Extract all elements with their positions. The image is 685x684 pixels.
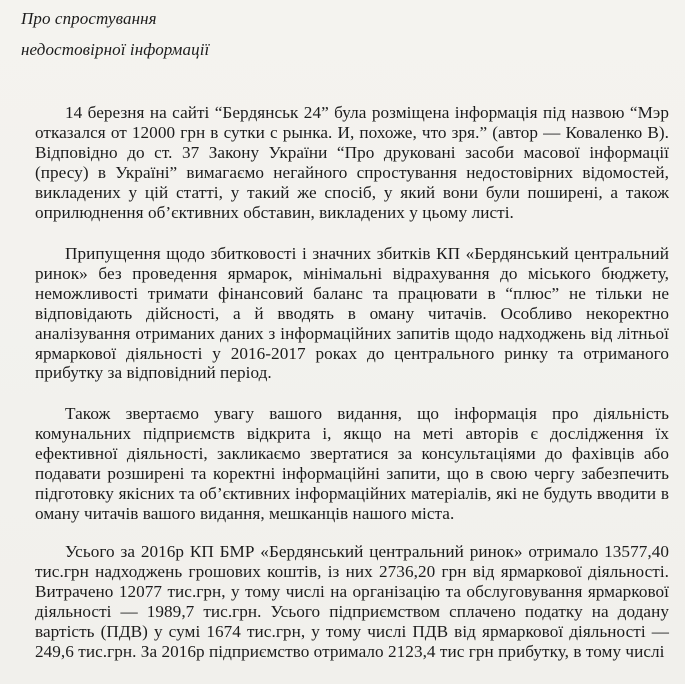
subject-line-1: Про спростування [21, 9, 157, 28]
paragraph-2016-figures: Усього за 2016р КП БМР «Бердянський центральний ринок» отримало 13577,40 тис.грн надходжень грошових коштів, із них 2736,20 грн від ярмаркової діяльності. Витрачено 12077 тис.грн, у тому числі на організацію та обслуговування ярмаркової діяльності — 1989,7 тис.грн. Усього підприємством сплачено податку на додану вартість (ПДВ) у сумі 1674 тис.грн, у тому числі ПДВ від ярмаркової діяльності — 249,6 тис.грн. За 2016р підприємство отримало 2123,4 тис грн прибутку, в тому числі [35, 542, 669, 661]
paragraph-open-information: Також звертаємо увагу вашого видання, що інформація про діяльність комунальних підприємств відкрита і, якщо на меті авторів є дослідження їх ефективної діяльності, закликаємо звертатися за консультаціями до фахівців або подавати розширені та коректні інформаційні запити, що в свою чергу забезпечить підготовку якісних та об’єктивних інформаційних матеріалів, які не будуть вводити в оману читачів вашого видання, мешканців нашого міста. [35, 404, 669, 523]
paragraph-demand-refutation: 14 березня на сайті “Бердянськ 24” була розміщена інформація під назвою “Мэр отказался от 12000 грн в сутки с рынка. И, похоже, что зря.” (автор — Коваленко В). Відповідно до ст. 37 Закону України “Про друковані засоби масової інформації (пресу) в Україні” вимагаємо негайного спростування недостовірних відомостей, викладених у цій статті, у такий же спосіб, у який вони були поширені, а також оприлюднення об’єктивних обставин, викладених у цьому листі. [35, 103, 669, 222]
subject-line-2: недостовірної інформації [21, 40, 210, 59]
paragraph-losses-claims: Припущення щодо збитковості і значних збитків КП «Бердянський центральний ринок» без проведення ярмарок, мінімальні відрахування до міського бюджету, неможливості тримати фінансовий баланс та працювати в “плюс” не тільки не відповідають дійсності, а й вводять в оману читачів. Особливо некоректно аналізування отриманих даних з інформаційних запитів щодо надходжень від літньої ярмаркової діяльності у 2016-2017 роках до центрального ринку та отриманого прибутку за відповідний період. [35, 244, 669, 383]
